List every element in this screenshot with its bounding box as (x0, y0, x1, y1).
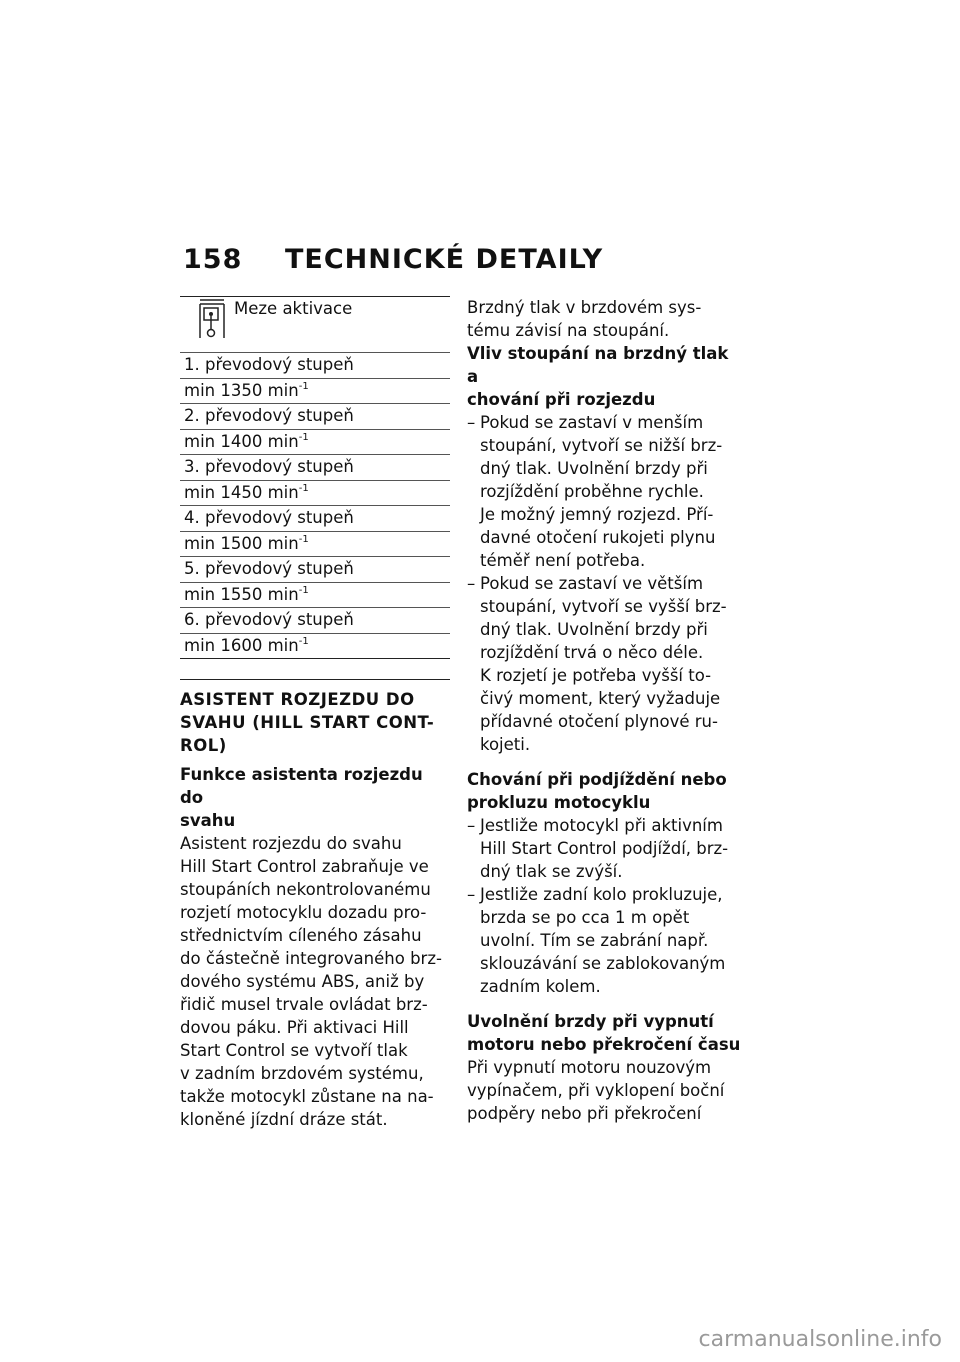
subheading: Vliv stoupání na brzdný tlak a chování při rozjezdu (467, 344, 729, 409)
table-row (180, 353, 450, 379)
gear-label: 1. převodový stupeň (180, 353, 450, 379)
rpm-value: min 1600 $\min^{-1}$ (184, 635, 309, 655)
rpm-value: min 1350 $\min^{-1}$ (180, 378, 450, 404)
table-row (180, 455, 450, 481)
dash-list (467, 814, 742, 998)
table-row (180, 404, 450, 430)
list-item: – Pokud se zastaví v menším stoupání, vytvoří se nižší brz- dný tlak. Uvolnění brzdy při rozjíždění proběhne rychle. Je možný jemný rozjezd. Pří- davné otočení rukojeti plynu téměř není potřeba. (467, 413, 723, 570)
table-header-label: Meze aktivace (234, 299, 353, 318)
right-column (467, 296, 742, 1125)
subheading: Chování při podjíždění nebo prokluzu motocyklu (467, 770, 727, 812)
gear-label: 4. převodový stupeň (180, 506, 450, 532)
subheading: Uvolnění brzdy při vypnutí motoru nebo překročení času (467, 1012, 741, 1054)
activation-limits-table (180, 296, 450, 659)
rpm-value: min 1550 $\min^{-1}$ (180, 582, 450, 608)
table-row (180, 633, 450, 659)
table-row (180, 506, 450, 532)
body-paragraph: Při vypnutí motoru nouzovým vypínačem, při vyklopení boční podpěry nebo při překročení (467, 1058, 725, 1123)
section-title: ASISTENT ROZJEZDU DO SVAHU (HILL START CONT- ROL) (180, 679, 450, 757)
gear-label: 5. převodový stupeň (180, 557, 450, 583)
dash-bullet: – (467, 885, 476, 904)
gear-label: 6. převodový stupeň (180, 608, 450, 634)
body-paragraph: Asistent rozjezdu do svahu Hill Start Control zabraňuje ve stoupáních nekontrolovanému rozjetí motocyklu dozadu pro- střednictvím cíleného zásahu do částečně integrovaného brz- dového systému ABS, aniž by řidič musel trvale ovládat brz- dovou páku. Při aktivaci Hill Start Control se vytvoří tlak v zadním brzdovém systému, takže motocykl zůstane na na- kloněné jízdní dráze stát. (180, 834, 442, 1129)
table-row (180, 582, 450, 608)
list-item: – Jestliže zadní kolo prokluzuje, brzda se po cca 1 m opět uvolní. Tím se zabrání např. sklouzávání se zablokovaným zadním kolem. (467, 885, 726, 996)
rpm-value: min 1500 $\min^{-1}$ (180, 531, 450, 557)
list-item: – Jestliže motocykl při aktivním Hill Start Control podjíždí, brz- dný tlak se zvýší. (467, 816, 729, 881)
rpm-value: min 1450 $\min^{-1}$ (180, 480, 450, 506)
dash-bullet: – (467, 816, 476, 835)
gear-label: 2. převodový stupeň (180, 404, 450, 430)
table-row (180, 557, 450, 583)
rpm-value: min 1400 $\min^{-1}$ (180, 429, 450, 455)
page-title: TECHNICKÉ DETAILY (285, 244, 604, 275)
table-row (180, 429, 450, 455)
table-header-row (180, 297, 450, 353)
table-row (180, 608, 450, 634)
gear-label: 3. převodový stupeň (180, 455, 450, 481)
left-column (180, 296, 450, 1131)
table-row (180, 531, 450, 557)
watermark: carmanualsonline.info (698, 1327, 942, 1352)
dash-list (467, 411, 742, 756)
table-row (180, 480, 450, 506)
dash-bullet: – (467, 413, 476, 432)
list-item: – Pokud se zastaví ve větším stoupání, vytvoří se vyšší brz- dný tlak. Uvolnění brzdy při rozjíždění trvá o něco déle. K rozjetí je potřeba vyšší to- čivý moment, který vyžaduje přídavné otočení plynové ru- kojeti. (467, 574, 727, 754)
engine-piston-icon (192, 298, 232, 340)
dash-bullet: – (467, 574, 476, 593)
subheading: Funkce asistenta rozjezdu do svahu (180, 765, 423, 830)
page-number: 158 (183, 244, 243, 275)
table-row (180, 378, 450, 404)
body-paragraph: Brzdný tlak v brzdovém sys- tému závisí na stoupání. (467, 298, 702, 340)
